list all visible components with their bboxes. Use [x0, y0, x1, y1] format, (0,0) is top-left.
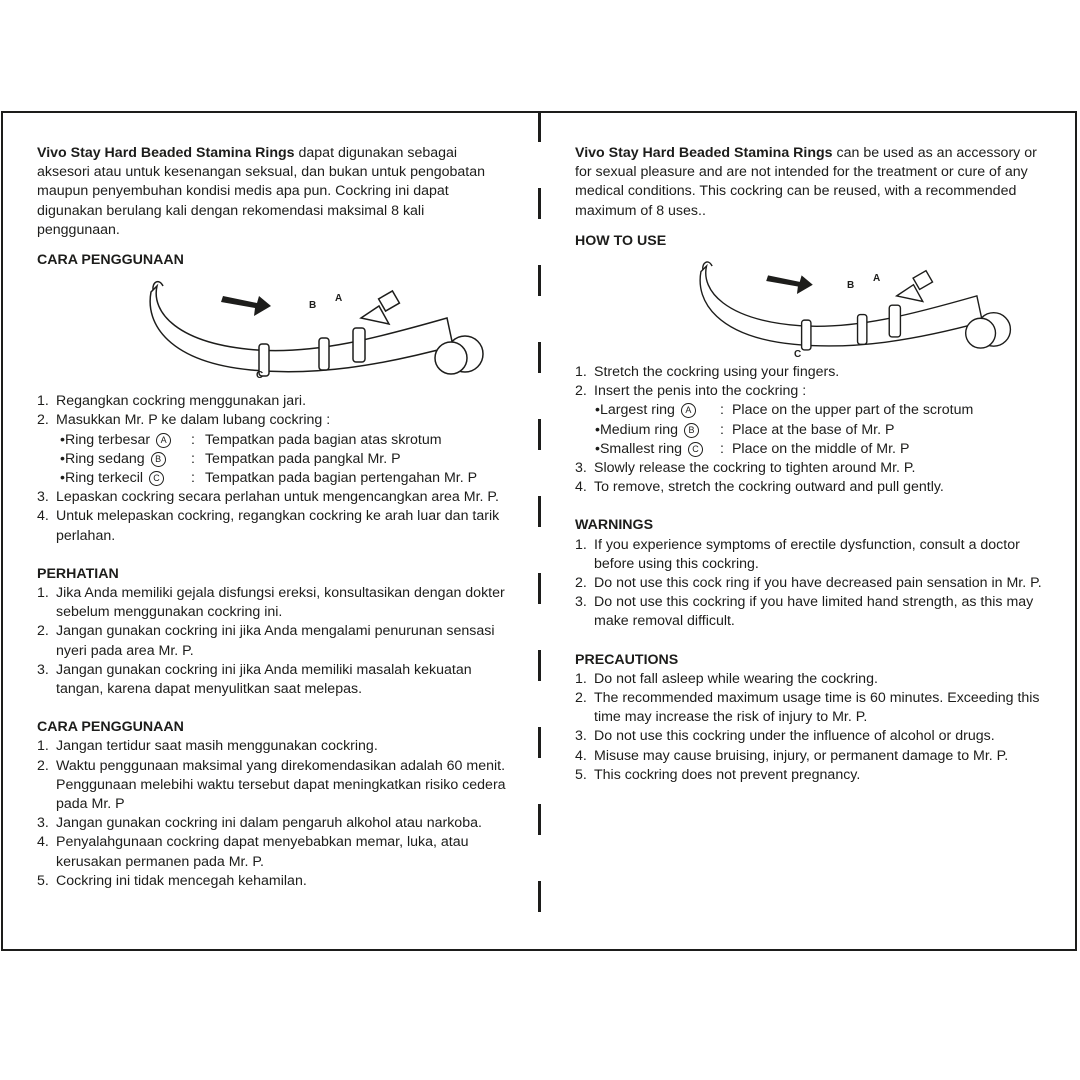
brand-name: Vivo Stay Hard Beaded Stamina Rings: [575, 145, 833, 161]
list-item: 5. This cockring does not prevent pregnancy.: [575, 766, 861, 783]
letter-badge: B: [151, 452, 166, 467]
list-item: 3. Jangan gunakan cockring ini jika Anda memiliki masalah kekuatan tangan, karena dapat menyulitkan saat melepas.: [37, 661, 472, 698]
intro-paragraph: [575, 144, 1045, 221]
letter-badge: A: [681, 403, 696, 418]
diagram-label-c: C: [256, 370, 264, 381]
precaution-heading: CARA PENGGUNAAN: [37, 719, 184, 736]
brand-name: Vivo Stay Hard Beaded Stamina Rings: [37, 145, 295, 161]
precaution-heading: PRECAUTIONS: [575, 651, 679, 668]
list-item: 4. To remove, stretch the cockring outward and pull gently.: [575, 479, 944, 496]
list-item: 5. Cockring ini tidak mencegah kehamilan.: [37, 872, 307, 889]
letter-badge: A: [156, 433, 171, 448]
usage-steps: [575, 363, 1045, 401]
intro-text: dapat digunakan sebagai aksesori atau untuk kesenangan seksual, dan bukan untuk pengobatan maupun penyembuhan kondisi medis apa pun. Cockring ini dapat digunakan berulang kali dengan rekomendasi maksimal 8 kali penggunaan.: [37, 145, 486, 238]
usage-steps: [37, 392, 507, 430]
diagram-label-a: A: [335, 293, 343, 304]
list-item: 4. Misuse may cause bruising, injury, or permanent damage to Mr. P.: [575, 747, 1009, 764]
list-item: 4. Penyalahgunaan cockring dapat menyebabkan memar, luka, atau kerusakan permanen pada Mr. P.: [37, 834, 469, 870]
intro-paragraph: [37, 144, 507, 240]
ring-row: •Smallest ring C : Place on the middle of Mr. P: [595, 440, 910, 457]
usage-steps-continued: [575, 459, 1045, 497]
ring-row: •Ring terkecil C : Tempatkan pada bagian pertengahan Mr. P: [60, 470, 478, 487]
letter-badge: C: [149, 471, 164, 486]
ring-row: •Ring terbesar A : Tempatkan pada bagian atas skrotum: [60, 431, 442, 448]
list-item: 1. If you experience symptoms of erectile dysfunction, consult a doctor before using this cockring.: [575, 536, 1020, 572]
ring-row: •Largest ring A : Place on the upper part of the scrotum: [595, 402, 974, 419]
list-item: 3. Slowly release the cockring to tighten around Mr. P.: [575, 460, 916, 477]
ring-row: •Medium ring B : Place at the base of Mr. P: [595, 421, 895, 438]
list-item: 3. Do not use this cockring under the influence of alcohol or drugs.: [575, 728, 995, 745]
usage-heading: CARA PENGGUNAAN: [37, 252, 184, 269]
list-item: 4. Untuk melepaskan cockring, regangkan cockring ke arah luar dan tarik perlahan.: [37, 508, 500, 544]
diagram-label-b: B: [847, 280, 855, 291]
list-item: 3. Do not use this cockring if you have limited hand strength, as this may make removal difficult.: [575, 594, 1034, 630]
warning-list: [37, 584, 507, 699]
list-item: 3. Lepaskan cockring secara perlahan untuk mengencangkan area Mr. P.: [37, 489, 499, 506]
list-item: 1. Jika Anda memiliki gejala disfungsi ereksi, konsultasikan dengan dokter sebelum menggunakan cockring ini.: [37, 585, 505, 621]
ring-row: •Ring sedang B : Tempatkan pada pangkal Mr. P: [60, 450, 401, 467]
letter-badge: B: [684, 423, 699, 438]
letter-badge: C: [688, 442, 703, 457]
ring-placement-illustration: [147, 272, 507, 390]
list-item: 2. Insert the penis into the cockring :: [575, 383, 807, 400]
list-item: 2. Do not use this cock ring if you have decreased pain sensation in Mr. P.: [575, 575, 1042, 592]
list-item: 2. The recommended maximum usage time is 60 minutes. Exceeding this time may increase the risk of injury to Mr. P.: [575, 690, 1040, 726]
precaution-list: [37, 737, 507, 891]
diagram-label-a: A: [873, 273, 881, 284]
list-item: 1. Do not fall asleep while wearing the cockring.: [575, 670, 878, 687]
list-item: 1. Jangan tertidur saat masih menggunakan cockring.: [37, 738, 378, 755]
list-item: 1. Regangkan cockring menggunakan jari.: [37, 393, 307, 410]
list-item: 1. Stretch the cockring using your fingers.: [575, 364, 840, 381]
list-item: 2. Masukkan Mr. P ke dalam lubang cockring :: [37, 412, 331, 429]
usage-heading: HOW TO USE: [575, 232, 667, 249]
english-column: [575, 144, 1045, 785]
usage-steps-continued: [37, 488, 507, 546]
warning-heading: PERHATIAN: [37, 565, 119, 582]
ring-placement-illustration: [685, 253, 1045, 363]
list-item: 2. Jangan gunakan cockring ini jika Anda mengalami penurunan sensasi nyeri pada area Mr. P.: [37, 623, 495, 659]
indonesian-column: [37, 144, 507, 891]
precaution-list: [575, 670, 1045, 785]
list-item: 2. Waktu penggunaan maksimal yang direkomendasikan adalah 60 menit. Penggunaan melebihi waktu tersebut dapat meningkatkan risiko cedera pada Mr. P: [37, 757, 506, 813]
warning-heading: WARNINGS: [575, 517, 654, 534]
warning-list: [575, 536, 1045, 632]
diagram-label-b: B: [309, 300, 317, 311]
intro-text: can be used as an accessory or for sexual pleasure and are not intended for the treatment or cure of any medical conditions. This cockring can be reused, with a recommended maximum of 8 uses..: [575, 145, 1037, 219]
list-item: 3. Jangan gunakan cockring ini dalam pengaruh alkohol atau narkoba.: [37, 815, 482, 832]
diagram-label-c: C: [794, 349, 802, 360]
